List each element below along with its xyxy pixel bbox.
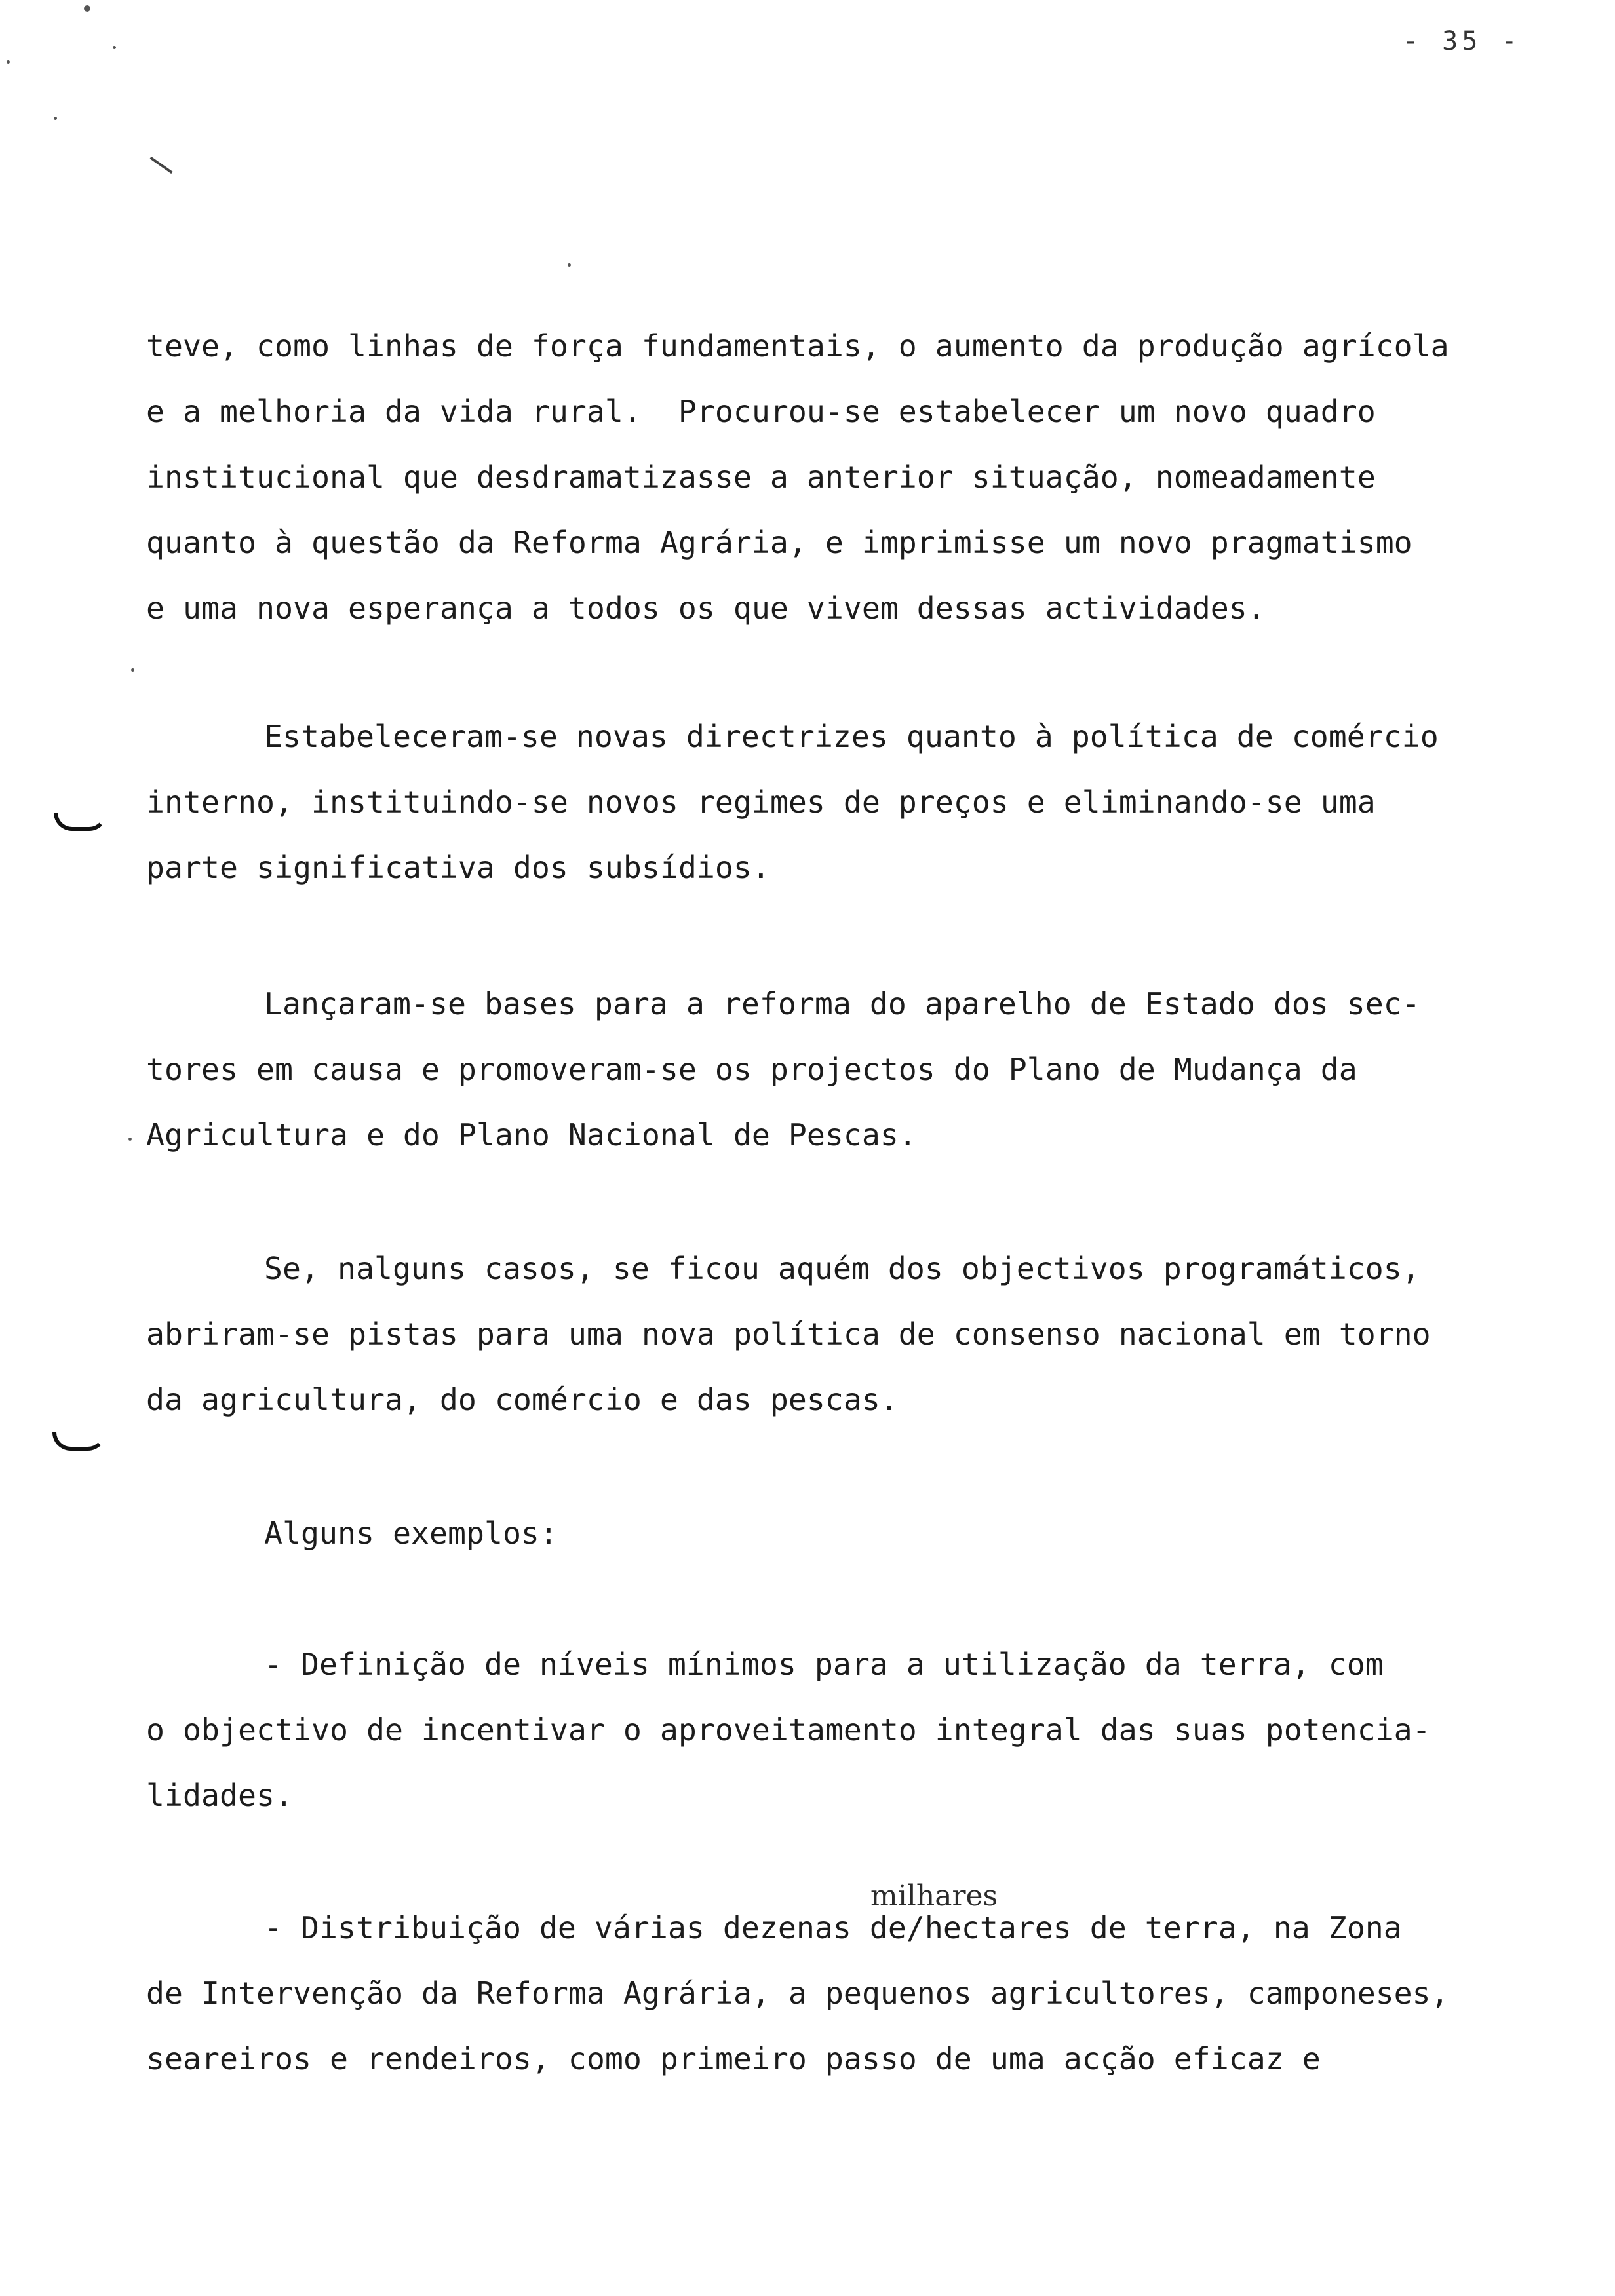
text-line: Alguns exemplos: <box>264 1516 558 1551</box>
text-line: institucional que desdramatizasse a anterior situação, nomeadamente <box>146 459 1376 495</box>
text-line: lidades. <box>146 1778 293 1813</box>
text-line: interno, instituindo-se novos regimes de preços e eliminando-se uma <box>146 784 1376 820</box>
text-line: teve, como linhas de força fundamentais, o aumento da produção agrícola <box>146 328 1449 364</box>
scan-mark <box>149 157 172 174</box>
text-line: quanto à questão da Reforma Agrária, e imprimisse um novo pragmatismo <box>146 525 1412 560</box>
text-line: de Intervenção da Reforma Agrária, a pequenos agricultores, camponeses, <box>146 1976 1449 2011</box>
text-line: tores em causa e promoveram-se os projectos do Plano de Mudança da <box>146 1052 1357 1087</box>
scan-speck <box>84 5 90 12</box>
scan-speck <box>131 668 134 672</box>
text-line: seareiros e rendeiros, como primeiro passo de uma acção eficaz e <box>146 2041 1321 2076</box>
text-line: Agricultura e do Plano Nacional de Pescas. <box>146 1117 917 1153</box>
text-line: abriram-se pistas para uma nova política de consenso nacional em torno <box>146 1316 1431 1352</box>
margin-check-mark <box>54 813 107 831</box>
text-line: e a melhoria da vida rural. Procurou-se estabelecer um novo quadro <box>146 394 1376 429</box>
scan-speck <box>7 60 10 64</box>
scan-speck <box>568 263 571 267</box>
margin-check-mark <box>52 1432 106 1451</box>
text-line: Estabeleceram-se novas directrizes quanto à política de comércio <box>264 719 1439 754</box>
text-line: parte significativa dos subsídios. <box>146 850 770 885</box>
text-line: e uma nova esperança a todos os que vivem dessas actividades. <box>146 590 1266 626</box>
scan-speck <box>113 46 116 49</box>
handwritten-insert: milhares <box>870 1879 998 1913</box>
list-item: - Definição de níveis mínimos para a utilização da terra, com <box>264 1647 1384 1682</box>
scan-speck <box>54 117 57 120</box>
text-line: Se, nalguns casos, se ficou aquém dos objectivos programáticos, <box>264 1251 1420 1286</box>
text-line: o objectivo de incentivar o aproveitamento integral das suas potencia- <box>146 1712 1431 1748</box>
scan-speck <box>128 1138 132 1141</box>
page-number: - 35 - <box>1403 26 1521 56</box>
text-line: da agricultura, do comércio e das pescas. <box>146 1382 899 1417</box>
text-line: Lançaram-se bases para a reforma do aparelho de Estado dos sec- <box>264 986 1420 1022</box>
list-item: - Distribuição de várias dezenas de/hectares de terra, na Zona <box>264 1910 1402 1945</box>
